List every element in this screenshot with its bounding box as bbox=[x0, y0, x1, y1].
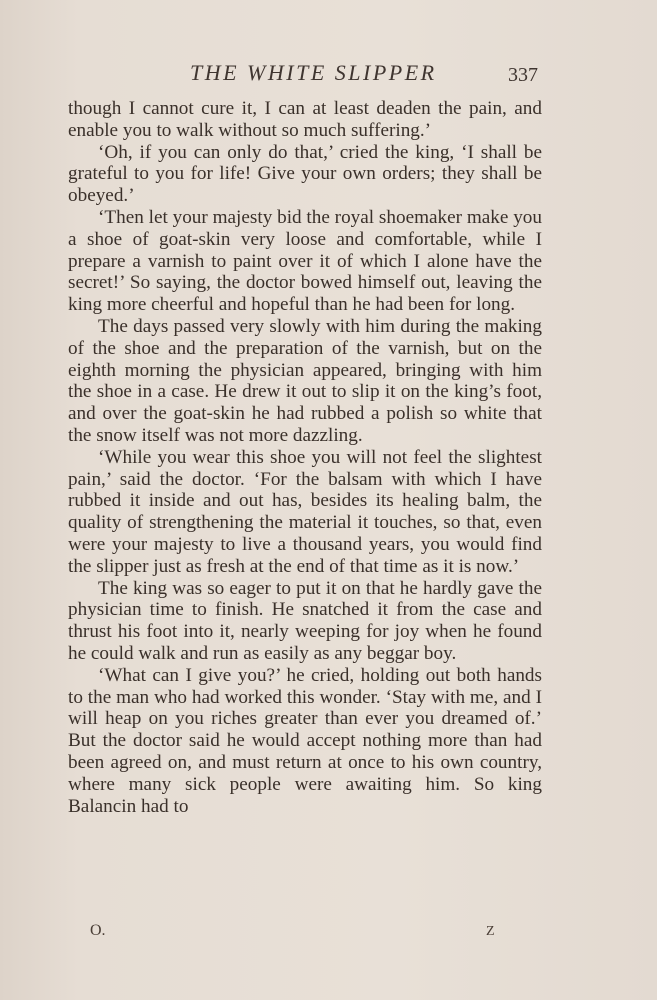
paragraph: ‘While you wear this shoe you will not feel the slightest pain,’ said the doctor. ‘For the balsam with which I have rubbed it inside and out has, besides its healing balm, the quality of strengthening the material it touches, so that, even were your majesty to live a thousand years, you would find the slipper just as fresh at the end of that time as it is now.’ bbox=[68, 446, 542, 577]
running-header bbox=[0, 56, 657, 92]
paragraph: The king was so eager to put it on that he hardly gave the physician time to finish. He snatched it from the case and thrust his foot into it, nearly weeping for joy when he found he could walk and run as easily as any beggar boy. bbox=[68, 577, 542, 664]
paragraph: ‘What can I give you?’ he cried, holding out both hands to the man who had worked this wonder. ‘Stay with me, and I will heap on you riches greater than ever you dreamed of.’ But the doctor said he would accept nothing more than had been agreed on, and must return at once to his own country, where many sick people were awaiting him. So king Balancin had to bbox=[68, 664, 542, 817]
paragraph: The days passed very slowly with him during the making of the shoe and the preparation of the varnish, but on the eighth morning the physician appeared, bringing with him the shoe in a case. He drew it out to slip it on the king’s foot, and over the goat-skin he had rubbed a polish so white that the snow itself was not more dazzling. bbox=[68, 315, 542, 446]
page-number: 337 bbox=[508, 64, 538, 86]
signature-mark: O. bbox=[90, 922, 106, 939]
paragraph: ‘Oh, if you can only do that,’ cried the king, ‘I shall be grateful to you for life! Give your own orders; they shall be obeyed.’ bbox=[68, 141, 542, 207]
body-text bbox=[68, 98, 542, 817]
paragraph: ‘Then let your majesty bid the royal shoemaker make you a shoe of goat-skin very loose and comfortable, while I prepare a varnish to paint over it of which I alone have the secret!’ So saying, the doctor bowed himself out, leaving the king more cheerful and hopeful than he had been for long. bbox=[68, 206, 542, 316]
gathering-mark: Z bbox=[486, 924, 495, 939]
running-title: THE WHITE SLIPPER bbox=[190, 60, 437, 85]
paragraph: though I cannot cure it, I can at least deaden the pain, and enable you to walk without so much suffering.’ bbox=[68, 98, 542, 141]
page-footer bbox=[0, 922, 657, 946]
